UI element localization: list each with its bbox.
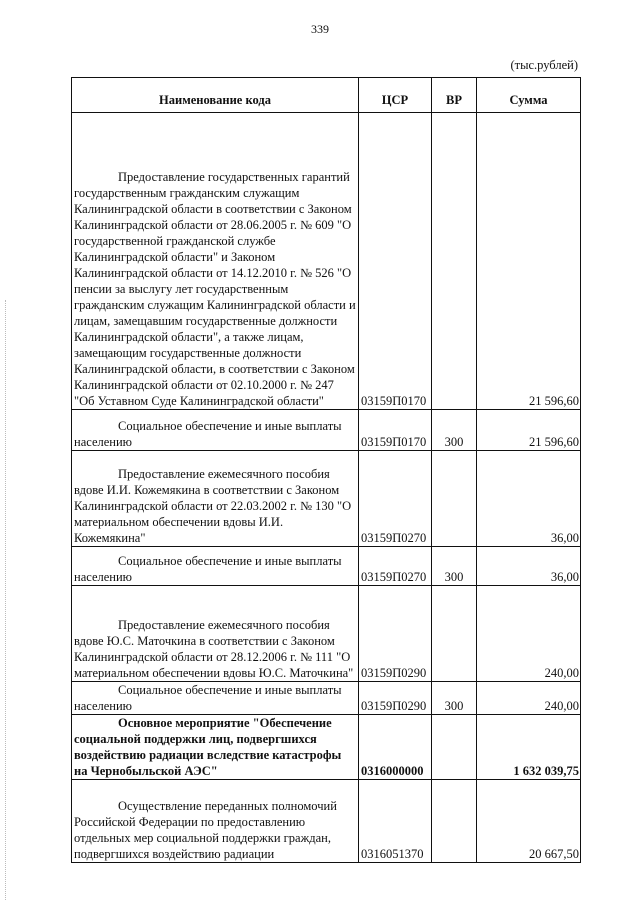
row-name-text: Предоставление государственных гарантий государственным гражданским служащим Калининградской области в соответствии с Законом Калининградской области от 28.06.2005 г. № 609 "О государственной гражданской службе Калининградской области" и Законом Калининградской области от 14.12.2010 г. № 526 "О пенсии за выслугу лет государственным гражданским служащим Калининградской области и лицам, замещавшим государственные должности Калининградской области", а также лицам, замещающим государственные должности Калининградской области, в соответствии с Законом Калининградской области от 02.10.2000 г. № 247 "Об Уставном Суде Калининградской области" [74, 170, 356, 408]
cell-vr: 300 [432, 410, 477, 451]
cell-csr: 03159П0170 [359, 410, 432, 451]
cell-name [72, 780, 359, 863]
header-sum: Сумма [477, 78, 581, 113]
header-row [72, 78, 581, 113]
row-name-text: Основное мероприятие "Обеспечение социальной поддержки лиц, подвергшихся воздействию радиации вследствие катастрофы на Чернобыльской АЭС" [74, 716, 342, 778]
cell-sum: 1 632 039,75 [477, 715, 581, 780]
row-name-text: Предоставление ежемесячного пособия вдове И.И. Кожемякина в соответствии с Законом Калининградской области от 22.03.2002 г. № 130 "О материальном обеспечении вдовы И.И. Кожемякина" [74, 467, 352, 545]
cell-sum: 36,00 [477, 547, 581, 586]
cell-csr: 0316000000 [359, 715, 432, 780]
scan-edge-marks [5, 300, 7, 900]
cell-sum: 21 596,60 [477, 410, 581, 451]
cell-name [72, 715, 359, 780]
page-number: 339 [311, 22, 329, 36]
cell-vr [432, 715, 477, 780]
cell-vr [432, 780, 477, 863]
cell-sum: 36,00 [477, 451, 581, 547]
table-row [72, 410, 581, 451]
header-vr: ВР [432, 78, 477, 113]
table-row [72, 113, 581, 410]
table-row [72, 451, 581, 547]
cell-sum: 20 667,50 [477, 780, 581, 863]
table-row [72, 682, 581, 715]
budget-table [71, 77, 581, 863]
cell-csr: 03159П0170 [359, 113, 432, 410]
cell-vr [432, 451, 477, 547]
cell-name [72, 586, 359, 682]
cell-sum: 21 596,60 [477, 113, 581, 410]
cell-name [72, 682, 359, 715]
cell-name [72, 113, 359, 410]
cell-csr: 0316051370 [359, 780, 432, 863]
row-name-text: Социальное обеспечение и иные выплаты населению [74, 683, 342, 713]
cell-vr [432, 113, 477, 410]
table-row [72, 586, 581, 682]
table-row [72, 547, 581, 586]
cell-csr: 03159П0270 [359, 451, 432, 547]
cell-vr: 300 [432, 547, 477, 586]
cell-csr: 03159П0290 [359, 682, 432, 715]
table-row-main-activity [72, 715, 581, 780]
cell-name [72, 410, 359, 451]
row-name-text: Социальное обеспечение и иные выплаты населению [74, 419, 342, 449]
cell-sum: 240,00 [477, 682, 581, 715]
row-name-text: Социальное обеспечение и иные выплаты населению [74, 554, 342, 584]
cell-name [72, 451, 359, 547]
header-name: Наименование кода [72, 78, 359, 113]
header-csr: ЦСР [359, 78, 432, 113]
cell-sum: 240,00 [477, 586, 581, 682]
cell-csr: 03159П0270 [359, 547, 432, 586]
table-row [72, 780, 581, 863]
cell-csr: 03159П0290 [359, 586, 432, 682]
row-name-text: Осуществление переданных полномочий Российской Федерации по предоставлению отдельных мер социальной поддержки граждан, подвергшихся воздействию радиации [74, 799, 337, 861]
cell-vr [432, 586, 477, 682]
cell-vr: 300 [432, 682, 477, 715]
row-name-text: Предоставление ежемесячного пособия вдове Ю.С. Маточкина в соответствии с Законом Калининградской области от 28.12.2006 г. № 111 "О материальном обеспечении вдовы Ю.С. Маточкина" [74, 618, 354, 680]
cell-name [72, 547, 359, 586]
unit-note: (тыс.рублей) [510, 58, 578, 72]
